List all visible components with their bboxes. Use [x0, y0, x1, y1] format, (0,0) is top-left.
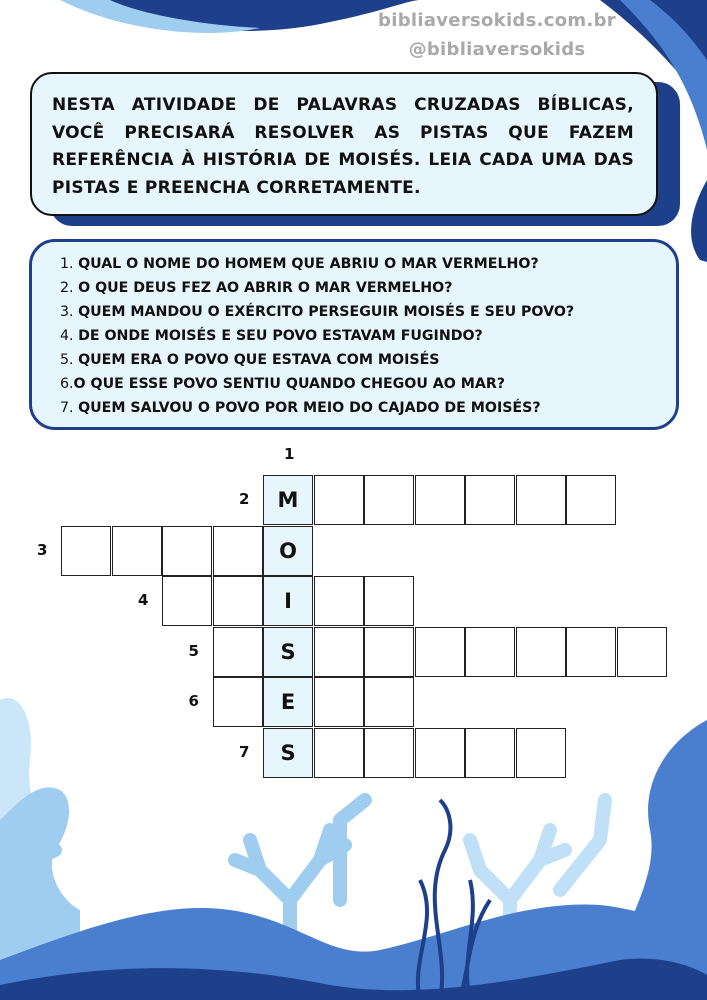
- crossword-cell-given-letter: E: [263, 677, 313, 727]
- crossword-cell[interactable]: [516, 728, 566, 778]
- clue-number-6: 6: [188, 692, 199, 710]
- crossword-cell[interactable]: [314, 677, 364, 727]
- clue-number-5: 5: [188, 641, 199, 660]
- crossword-cell[interactable]: [415, 728, 465, 778]
- clue-number-2: 2: [239, 490, 250, 508]
- crossword-cell-given-letter: S: [263, 627, 313, 677]
- bottom-hill-right: [600, 720, 707, 1000]
- crossword-cell-given-letter: O: [263, 526, 313, 576]
- right-side-wave: [691, 180, 707, 262]
- crossword-cell[interactable]: [314, 627, 364, 677]
- clue-1: 1. QUAL O NOME DO HOMEM QUE ABRIU O MAR VERMELHO?: [60, 256, 539, 272]
- clue-6: 6.O QUE ESSE POVO SENTIU QUANDO CHEGOU AO MAR?: [60, 376, 506, 392]
- crossword-cell-given-letter: M: [263, 475, 313, 525]
- crossword-cell[interactable]: [516, 475, 566, 525]
- clue-number-4: 4: [138, 591, 149, 609]
- crossword-cell[interactable]: [61, 526, 111, 576]
- clue-5: 5. QUEM ERA O POVO QUE ESTAVA COM MOISÉS: [60, 352, 440, 368]
- crossword-cell[interactable]: [314, 576, 364, 626]
- clue-3: 3. QUEM MANDOU O EXÉRCITO PERSEGUIR MOISÉS E SEU POVO?: [60, 304, 575, 320]
- clue-number-1: 1: [284, 445, 295, 463]
- crossword-cell[interactable]: [364, 475, 414, 525]
- clues-box: [29, 239, 679, 430]
- intro-box: [30, 72, 658, 216]
- crossword-cell[interactable]: [617, 627, 667, 677]
- clue-number-7: 7: [239, 742, 250, 761]
- clue-7: 7. QUEM SALVOU O POVO POR MEIO DO CAJADO DE MOISÉS?: [60, 400, 541, 416]
- crossword-cell-given-letter: S: [263, 728, 313, 778]
- crossword-cell[interactable]: [415, 627, 465, 677]
- crossword-cell[interactable]: [364, 728, 414, 778]
- crossword-cell[interactable]: [364, 627, 414, 677]
- crossword-cell[interactable]: [162, 576, 212, 626]
- crossword-cell[interactable]: [364, 576, 414, 626]
- crossword-cell[interactable]: [213, 526, 263, 576]
- crossword-cell[interactable]: [465, 475, 515, 525]
- crossword-cell[interactable]: [112, 526, 162, 576]
- crossword-cell-given-letter: I: [263, 576, 313, 626]
- social-handle: @bibliaversokids: [408, 39, 586, 60]
- crossword-cell[interactable]: [566, 627, 616, 677]
- clue-number-3: 3: [37, 540, 48, 559]
- crossword-cell[interactable]: [415, 475, 465, 525]
- intro-text: NESTA ATIVIDADE DE PALAVRAS CRUZADAS BÍBLICAS, VOCÊ PRECISARÁ RESOLVER AS PISTAS QUE FAZEM REFERÊNCIA À HISTÓRIA DE MOISÉS. LEIA CADA UMA DAS PISTAS E PREENCHA CORRETAMENTE.: [52, 95, 634, 198]
- crossword-cell[interactable]: [213, 627, 263, 677]
- crossword-cell[interactable]: [516, 627, 566, 677]
- crossword-cell[interactable]: [162, 526, 212, 576]
- crossword-cell[interactable]: [314, 728, 364, 778]
- crossword-cell[interactable]: [566, 475, 616, 525]
- clue-4: 4. DE ONDE MOISÉS E SEU POVO ESTAVAM FUGINDO?: [60, 328, 483, 344]
- crossword-cell[interactable]: [213, 677, 263, 727]
- crossword-cell[interactable]: [465, 728, 515, 778]
- site-url: bibliaversokids.com.br: [378, 10, 616, 31]
- crossword-cell[interactable]: [314, 475, 364, 525]
- crossword-cell[interactable]: [213, 576, 263, 626]
- clue-2: 2. O QUE DEUS FEZ AO ABRIR O MAR VERMELHO?: [60, 280, 453, 296]
- crossword-cell[interactable]: [465, 627, 515, 677]
- crossword-cell[interactable]: [364, 677, 414, 727]
